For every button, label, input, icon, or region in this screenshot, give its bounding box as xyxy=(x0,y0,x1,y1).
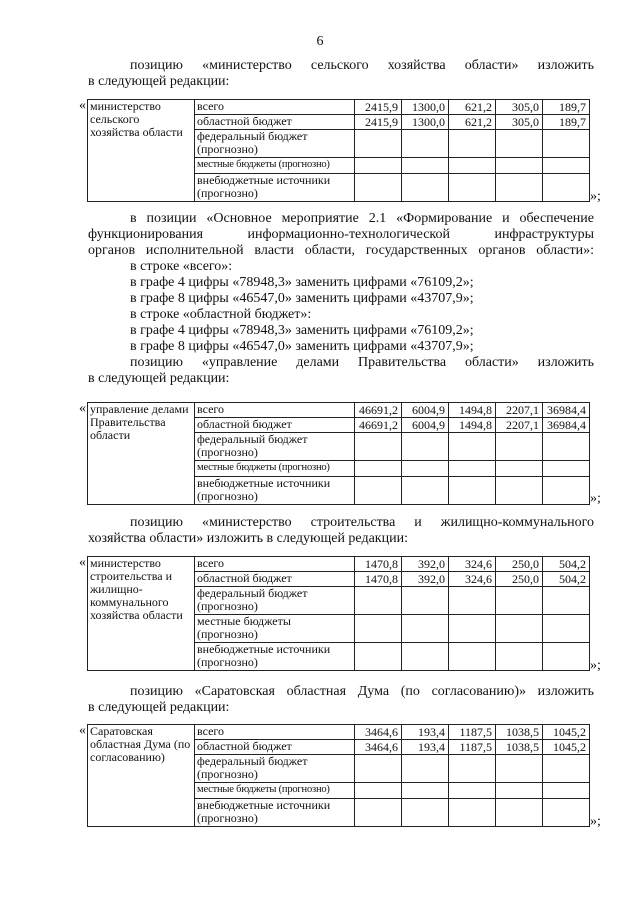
value-cell: 250,0 xyxy=(496,557,543,572)
text-line: позицию «министерство сельского хозяйства области» изложить xyxy=(130,58,594,73)
value-cell: 1470,8 xyxy=(355,572,402,587)
value-cell xyxy=(355,433,402,461)
source-cell: областной бюджет xyxy=(195,740,355,755)
value-cell xyxy=(449,477,496,505)
text-line: в графе 4 цифры «78948,3» заменить цифрами «76109,2»; xyxy=(130,275,474,290)
value-cell: 189,7 xyxy=(543,115,590,130)
source-cell: областной бюджет xyxy=(195,418,355,433)
value-cell xyxy=(402,158,449,174)
value-cell xyxy=(449,433,496,461)
value-cell: 2207,1 xyxy=(496,418,543,433)
value-cell: 392,0 xyxy=(402,572,449,587)
value-cell: 1187,5 xyxy=(449,740,496,755)
value-cell xyxy=(543,587,590,615)
value-cell xyxy=(496,755,543,783)
value-cell xyxy=(496,477,543,505)
source-cell: всего xyxy=(195,557,355,572)
source-cell: федеральный бюджет (прогнозно) xyxy=(195,433,355,461)
source-cell: областной бюджет xyxy=(195,115,355,130)
text-line: функционирования информационно-технологической инфраструктуры xyxy=(88,227,594,242)
value-cell xyxy=(543,433,590,461)
value-cell xyxy=(355,643,402,671)
source-cell: федеральный бюджет (прогнозно) xyxy=(195,755,355,783)
budget-table-4 xyxy=(87,724,590,827)
value-cell: 46691,2 xyxy=(355,403,402,418)
source-cell: внебюджетные источники (прогнозно) xyxy=(195,477,355,505)
executor-name-cell: управление делами Правительства области xyxy=(88,403,195,505)
value-cell xyxy=(449,643,496,671)
source-cell: внебюджетные источники (прогнозно) xyxy=(195,799,355,827)
table-row xyxy=(88,403,590,418)
value-cell xyxy=(496,643,543,671)
value-cell: 1470,8 xyxy=(355,557,402,572)
source-cell: областной бюджет xyxy=(195,572,355,587)
value-cell xyxy=(402,587,449,615)
value-cell xyxy=(543,174,590,202)
text-line: в следующей редакции: xyxy=(88,700,230,715)
source-cell: всего xyxy=(195,100,355,115)
value-cell: 1494,8 xyxy=(449,403,496,418)
value-cell xyxy=(402,433,449,461)
value-cell xyxy=(496,783,543,799)
value-cell: 2207,1 xyxy=(496,403,543,418)
value-cell xyxy=(355,783,402,799)
text-line: в позиции «Основное мероприятие 2.1 «Формирование и обеспечение xyxy=(130,211,594,226)
source-cell: местные бюджеты (прогнозно) xyxy=(195,615,355,643)
value-cell xyxy=(355,799,402,827)
budget-table-3 xyxy=(87,556,590,671)
text-line: в следующей редакции: xyxy=(88,371,230,386)
close-quote: »; xyxy=(590,814,601,829)
page-number: 6 xyxy=(316,34,324,49)
table-row xyxy=(88,725,590,740)
value-cell xyxy=(355,755,402,783)
value-cell xyxy=(496,461,543,477)
value-cell xyxy=(543,783,590,799)
value-cell xyxy=(496,799,543,827)
value-cell xyxy=(402,615,449,643)
text-line: позицию «управление делами Правительства области» изложить xyxy=(130,355,594,370)
value-cell: 46691,2 xyxy=(355,418,402,433)
value-cell: 1494,8 xyxy=(449,418,496,433)
value-cell: 36984,4 xyxy=(543,418,590,433)
value-cell xyxy=(355,477,402,505)
value-cell xyxy=(543,461,590,477)
value-cell: 392,0 xyxy=(402,557,449,572)
amendment-paragraph xyxy=(88,211,594,387)
value-cell xyxy=(543,799,590,827)
text-line: органов исполнительной власти области, государственных органов области»: xyxy=(88,243,594,258)
text-line: в следующей редакции: xyxy=(88,74,230,89)
value-cell xyxy=(402,755,449,783)
value-cell xyxy=(355,615,402,643)
value-cell: 3464,6 xyxy=(355,740,402,755)
value-cell xyxy=(543,755,590,783)
value-cell: 621,2 xyxy=(449,115,496,130)
text-line: в строке «всего»: xyxy=(130,259,233,274)
value-cell: 1300,0 xyxy=(402,115,449,130)
value-cell: 1045,2 xyxy=(543,725,590,740)
value-cell: 504,2 xyxy=(543,557,590,572)
table-row xyxy=(88,557,590,572)
text-line: в графе 8 цифры «46547,0» заменить цифрами «43707,9»; xyxy=(130,291,474,306)
value-cell: 305,0 xyxy=(496,115,543,130)
value-cell: 621,2 xyxy=(449,100,496,115)
value-cell xyxy=(496,174,543,202)
value-cell: 1038,5 xyxy=(496,740,543,755)
value-cell xyxy=(496,158,543,174)
text-line: позицию «министерство строительства и жилищно-коммунального xyxy=(130,515,594,530)
value-cell: 1187,5 xyxy=(449,725,496,740)
value-cell: 2415,9 xyxy=(355,100,402,115)
value-cell xyxy=(355,587,402,615)
value-cell: 1045,2 xyxy=(543,740,590,755)
value-cell xyxy=(449,587,496,615)
value-cell xyxy=(402,799,449,827)
value-cell xyxy=(402,174,449,202)
value-cell xyxy=(449,461,496,477)
value-cell xyxy=(449,174,496,202)
source-cell: местные бюджеты (прогнозно) xyxy=(195,783,355,799)
source-cell: всего xyxy=(195,403,355,418)
value-cell: 6004,9 xyxy=(402,403,449,418)
value-cell: 305,0 xyxy=(496,100,543,115)
intro-paragraph-4 xyxy=(88,684,594,716)
text-line: хозяйства области» изложить в следующей редакции: xyxy=(88,531,408,546)
source-cell: местные бюджеты (прогнозно) xyxy=(195,461,355,477)
value-cell xyxy=(355,174,402,202)
value-cell xyxy=(496,130,543,158)
value-cell xyxy=(543,643,590,671)
source-cell: внебюджетные источники (прогнозно) xyxy=(195,174,355,202)
value-cell xyxy=(355,130,402,158)
close-quote: »; xyxy=(590,658,601,673)
value-cell: 189,7 xyxy=(543,100,590,115)
value-cell xyxy=(402,461,449,477)
value-cell xyxy=(449,783,496,799)
intro-paragraph-1 xyxy=(88,58,594,90)
value-cell xyxy=(355,158,402,174)
value-cell xyxy=(496,433,543,461)
value-cell xyxy=(402,477,449,505)
value-cell xyxy=(496,615,543,643)
value-cell xyxy=(449,755,496,783)
executor-name-cell: Саратовская областная Дума (по согласованию) xyxy=(88,725,195,827)
value-cell: 324,6 xyxy=(449,572,496,587)
value-cell xyxy=(355,461,402,477)
value-cell xyxy=(543,130,590,158)
value-cell: 193,4 xyxy=(402,725,449,740)
source-cell: местные бюджеты (прогнозно) xyxy=(195,158,355,174)
executor-name-cell: министерство сельского хозяйства области xyxy=(88,100,195,202)
value-cell: 6004,9 xyxy=(402,418,449,433)
table-row xyxy=(88,100,590,115)
text-line: в графе 8 цифры «46547,0» заменить цифрами «43707,9»; xyxy=(130,339,474,354)
value-cell: 36984,4 xyxy=(543,403,590,418)
text-line: в строке «областной бюджет»: xyxy=(130,307,312,322)
value-cell: 324,6 xyxy=(449,557,496,572)
open-quote: « xyxy=(79,98,86,113)
open-quote: « xyxy=(79,723,86,738)
value-cell xyxy=(449,615,496,643)
value-cell: 504,2 xyxy=(543,572,590,587)
budget-table-1 xyxy=(87,99,590,202)
source-cell: федеральный бюджет (прогнозно) xyxy=(195,130,355,158)
value-cell xyxy=(496,587,543,615)
value-cell: 2415,9 xyxy=(355,115,402,130)
open-quote: « xyxy=(79,555,86,570)
close-quote: »; xyxy=(590,189,601,204)
value-cell xyxy=(402,783,449,799)
value-cell xyxy=(449,158,496,174)
value-cell: 193,4 xyxy=(402,740,449,755)
executor-name-cell: министерство строительства и жилищно-коммунального хозяйства области xyxy=(88,557,195,671)
value-cell: 1300,0 xyxy=(402,100,449,115)
value-cell xyxy=(449,799,496,827)
text-line: в графе 4 цифры «78948,3» заменить цифрами «76109,2»; xyxy=(130,323,474,338)
value-cell xyxy=(449,130,496,158)
value-cell xyxy=(543,158,590,174)
value-cell xyxy=(543,477,590,505)
source-cell: внебюджетные источники (прогнозно) xyxy=(195,643,355,671)
open-quote: « xyxy=(79,401,86,416)
source-cell: федеральный бюджет (прогнозно) xyxy=(195,587,355,615)
value-cell xyxy=(543,615,590,643)
close-quote: »; xyxy=(590,491,601,506)
value-cell: 250,0 xyxy=(496,572,543,587)
value-cell: 3464,6 xyxy=(355,725,402,740)
value-cell: 1038,5 xyxy=(496,725,543,740)
budget-table-2 xyxy=(87,402,590,505)
intro-paragraph-3 xyxy=(88,515,594,547)
text-line: позицию «Саратовская областная Дума (по согласованию)» изложить xyxy=(130,684,594,699)
value-cell xyxy=(402,130,449,158)
value-cell xyxy=(402,643,449,671)
source-cell: всего xyxy=(195,725,355,740)
